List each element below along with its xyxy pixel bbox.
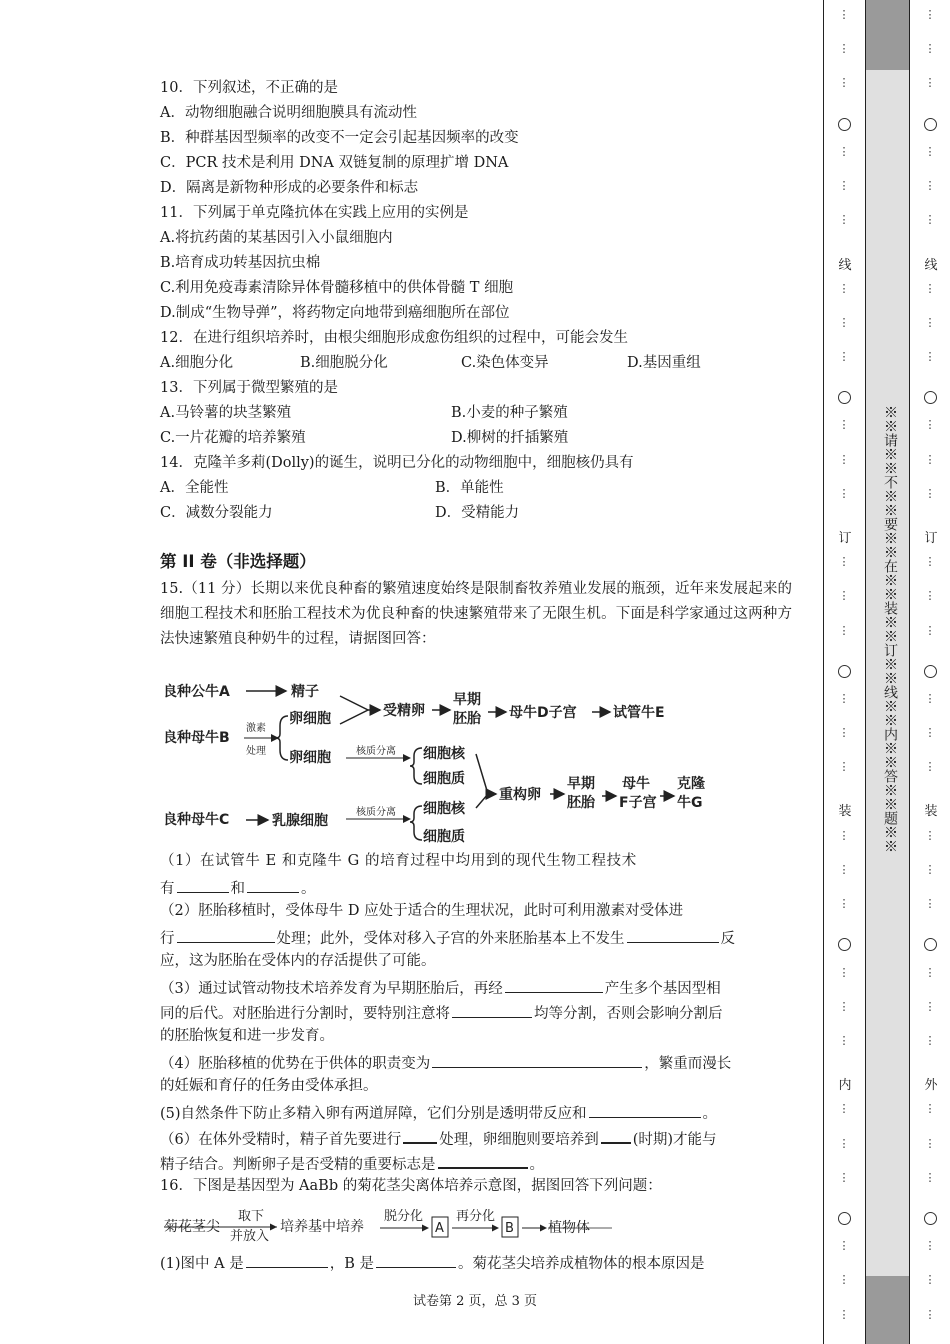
binding-dots: ⋮ — [838, 418, 850, 432]
binding-dots: ⋮ — [838, 213, 850, 227]
flow-dedifferentiation: 脱分化 — [384, 1209, 424, 1224]
binding-dots: ⋮ — [924, 1239, 936, 1253]
binding-dots: ⋮ — [924, 1102, 936, 1116]
diagram-hormone-2: 处理 — [246, 746, 266, 757]
diagram-nucleus-2: 细胞核 — [423, 801, 465, 817]
flow-box-b: B — [505, 1221, 514, 1236]
diagram-clone-g-1: 克隆 — [677, 776, 705, 792]
q15-part2-line1: （2）胚胎移植时，受体母牛 D 应处于适合的生理状况，此时可利用激素对受体进 — [160, 903, 684, 919]
q14-option-c: C．减数分裂能力 — [160, 505, 273, 521]
binding-circle-mark — [838, 391, 851, 404]
q15-answer-blank-1[interactable] — [177, 876, 229, 893]
binding-dots: ⋮ — [838, 965, 850, 979]
q10-option-c: C．PCR 技术是利用 DNA 双链复制的原理扩增 DNA — [160, 155, 509, 171]
diagram-fertilized-egg: 受精卵 — [383, 703, 425, 719]
diagram-hormone-1: 激素 — [246, 723, 266, 734]
binding-dots: ⋮ — [838, 486, 850, 500]
binding-dots: ⋮ — [838, 1034, 850, 1047]
binding-circle-mark — [838, 938, 851, 951]
binding-dots: ⋮ — [838, 828, 850, 842]
q12-option-c: C.染色体变异 — [461, 355, 549, 371]
q10-option-d: D．隔离是新物种形成的必要条件和标志 — [160, 180, 419, 196]
inner-line-label: 线 — [838, 258, 852, 273]
q15-answer-blank-11[interactable] — [438, 1151, 528, 1169]
diagram-separation-2: 核质分离 — [356, 807, 396, 818]
q15-part3-line3: 的胚胎恢复和进一步发育。 — [160, 1028, 334, 1044]
q14-option-a: A．全能性 — [160, 480, 229, 496]
binding-strip-top-shade — [865, 0, 909, 70]
flow-medium: 培养基中培养 — [280, 1219, 364, 1235]
inner-zhuang-label: 装 — [838, 804, 852, 819]
diagram-early-embryo-2b: 胚胎 — [567, 795, 595, 811]
binding-dots: ⋮ — [838, 692, 850, 705]
flow-step1-bottom: 并放入 — [230, 1229, 270, 1243]
q12-option-b: B.细胞脱分化 — [300, 355, 388, 371]
q15-part1-line2: 有 和 。 — [160, 876, 316, 899]
q10-option-b: B．种群基因型频率的改变不一定会引起基因频率的改变 — [160, 130, 519, 146]
q15-answer-blank-4[interactable] — [627, 926, 719, 943]
binding-dots: ⋮ — [924, 589, 936, 603]
q15-part3-line2: 同的后代。对胚胎进行分割时，要特别注意将 均等分割，否则会影响分割后 — [160, 1001, 723, 1024]
q15-answer-blank-5[interactable] — [505, 976, 603, 993]
binding-dots: ⋮ — [924, 144, 936, 158]
q15-part5-line: (5)自然条件下防止多精入卵有两道屏障，它们分别是透明带反应和 。 — [160, 1101, 717, 1124]
binding-dots: ⋮ — [838, 623, 850, 637]
binding-dots: ⋮ — [924, 418, 936, 432]
binding-dots: ⋮ — [838, 179, 850, 192]
binding-border-mid2 — [909, 0, 910, 1344]
q11-option-c: C.利用免疫毒素清除异体骨髓移植中的供体骨髓 T 细胞 — [160, 280, 514, 296]
diagram-cow-b: 良种母牛B — [163, 730, 230, 746]
diagram-sperm: 精子 — [291, 684, 319, 700]
binding-dots: ⋮ — [838, 8, 850, 21]
q16-part1-line: (1)图中 A 是 ，B 是 。菊花茎尖培养成植物体的根本原因是 — [160, 1251, 705, 1274]
binding-dots: ⋮ — [924, 76, 936, 90]
q16-answer-blank-1[interactable] — [246, 1251, 328, 1268]
diagram-nucleus-1: 细胞核 — [423, 746, 465, 762]
q13-option-d: D.柳树的扦插繁殖 — [451, 430, 569, 446]
q12-option-a: A.细胞分化 — [160, 355, 234, 371]
binding-circle-mark — [924, 938, 937, 951]
binding-dots: ⋮ — [838, 1170, 850, 1184]
binding-dots: ⋮ — [924, 863, 936, 876]
binding-warning-text: ※※请※※不※※要※※在※※装※※订※※线※※内※※答※※题※※ — [882, 405, 898, 853]
binding-dots: ⋮ — [924, 555, 936, 569]
binding-dots: ⋮ — [838, 863, 850, 876]
binding-dots: ⋮ — [924, 8, 936, 21]
binding-dots: ⋮ — [924, 623, 936, 637]
binding-dots: ⋮ — [924, 726, 936, 740]
outer-ding-label: 订 — [924, 531, 938, 546]
flow-step1-top: 取下 — [238, 1209, 265, 1224]
flow-box-a: A — [435, 1221, 444, 1236]
q14-option-b: B．单能性 — [435, 480, 504, 496]
q15-answer-blank-8[interactable] — [589, 1101, 701, 1118]
binding-dots: ⋮ — [838, 726, 850, 740]
q15-answer-blank-10[interactable] — [601, 1126, 631, 1144]
q15-part4-line2: 的妊娠和育仔的任务由受体承担。 — [160, 1078, 378, 1094]
q16-answer-blank-2[interactable] — [376, 1251, 456, 1268]
diagram-early-embryo-2a: 早期 — [567, 776, 595, 792]
binding-circle-mark — [838, 118, 851, 131]
outer-line-label: 线 — [924, 258, 938, 273]
q12-option-d: D.基因重组 — [627, 355, 701, 371]
q16-stem: 16．下图是基因型为 AaBb 的菊花茎尖离体培养示意图，据图回答下列问题： — [160, 1178, 662, 1194]
binding-dots: ⋮ — [838, 897, 850, 911]
binding-dots: ⋮ — [924, 965, 936, 979]
binding-border-mid1 — [865, 0, 866, 1344]
inner-side-label: 内 — [838, 1078, 852, 1093]
flow-plant: 植物体 — [548, 1220, 590, 1236]
binding-dots: ⋮ — [924, 1170, 936, 1184]
section-title: 第 II 卷（非选择题） — [160, 552, 316, 571]
q11-option-d: D.制成“生物导弹”，将药物定向地带到癌细胞所在部位 — [160, 305, 510, 321]
binding-dots: ⋮ — [924, 486, 936, 500]
binding-dots: ⋮ — [838, 999, 850, 1013]
diagram-tube-calf-e: 试管牛E — [613, 705, 665, 721]
culture-flow-diagram — [162, 1209, 622, 1243]
binding-dots: ⋮ — [838, 350, 850, 363]
binding-dots: ⋮ — [838, 452, 850, 466]
binding-dots: ⋮ — [924, 1136, 936, 1150]
binding-dots: ⋮ — [838, 76, 850, 90]
diagram-egg-1: 卵细胞 — [289, 711, 331, 727]
binding-dots: ⋮ — [838, 1102, 850, 1116]
q15-intro: 15.（11 分）长期以来优良种畜的繁殖速度始终是限制畜牧养殖业发展的瓶颈，近年来发展起来的细胞工程技术和胚胎工程技术为优良种畜的快速繁殖带来了无限生机。下面是科学家通过这两种方法快速繁殖良种奶牛的过程，请据图回答： — [160, 581, 792, 647]
outer-zhuang-label: 装 — [924, 804, 938, 819]
binding-dots: ⋮ — [838, 1273, 850, 1287]
diagram-reconstructed-egg: 重构卵 — [499, 787, 541, 803]
binding-dots: ⋮ — [924, 1273, 936, 1287]
q12-stem: 12．在进行组织培养时，由根尖细胞形成愈伤组织的过程中，可能会发生 — [160, 330, 628, 346]
q15-answer-blank-6[interactable] — [452, 1001, 532, 1018]
binding-dots: ⋮ — [924, 350, 936, 363]
binding-dots: ⋮ — [924, 999, 936, 1013]
binding-dots: ⋮ — [838, 1136, 850, 1150]
q15-part4-line1: （4）胚胎移植的优势在于供体的职责变为 ，繁重而漫长 — [160, 1051, 731, 1074]
binding-strip-bottom-shade — [865, 1276, 909, 1344]
q15-part1-line1: （1）在试管牛 E 和克隆牛 G 的培育过程中均用到的现代生物工程技术 — [160, 853, 637, 869]
binding-dots: ⋮ — [924, 42, 936, 56]
q11-stem: 11．下列属于单克隆抗体在实践上应用的实例是 — [160, 205, 469, 221]
q15-answer-blank-7[interactable] — [432, 1051, 642, 1068]
binding-dots: ⋮ — [838, 555, 850, 569]
diagram-separation-1: 核质分离 — [356, 746, 396, 757]
binding-circle-mark — [838, 1212, 851, 1225]
binding-circle-mark — [924, 665, 937, 678]
binding-dots: ⋮ — [838, 760, 850, 774]
binding-dots: ⋮ — [924, 1034, 936, 1047]
binding-dots: ⋮ — [924, 452, 936, 466]
inner-ding-label: 订 — [838, 531, 852, 546]
binding-dots: ⋮ — [924, 179, 936, 192]
q14-stem: 14．克隆羊多莉(Dolly)的诞生，说明已分化的动物细胞中，细胞核仍具有 — [160, 455, 634, 471]
diagram-cow-c: 良种母牛C — [163, 812, 230, 828]
binding-circle-mark — [838, 665, 851, 678]
outer-side-label: 外 — [924, 1078, 938, 1093]
breeding-diagram — [160, 676, 720, 846]
binding-circle-mark — [924, 391, 937, 404]
diagram-mammary-cell: 乳腺细胞 — [272, 813, 328, 829]
flow-start: 菊花茎尖 — [164, 1219, 220, 1235]
diagram-cow-f-1: 母牛 — [622, 776, 650, 792]
diagram-cytoplasm-2: 细胞质 — [423, 829, 465, 845]
binding-dots: ⋮ — [924, 692, 936, 705]
diagram-early-embryo-1b: 胚胎 — [453, 711, 481, 727]
q10-stem: 10．下列叙述，不正确的是 — [160, 80, 338, 96]
binding-dots: ⋮ — [924, 281, 936, 295]
q10-option-a: A．动物细胞融合说明细胞膜具有流动性 — [160, 105, 417, 121]
diagram-egg-2: 卵细胞 — [289, 750, 331, 766]
q13-option-c: C.一片花瓣的培养繁殖 — [160, 430, 306, 446]
binding-dots: ⋮ — [924, 828, 936, 842]
q15-part6-line2: 精子结合。判断卵子是否受精的重要标志是 。 — [160, 1151, 544, 1175]
binding-dots: ⋮ — [838, 1307, 850, 1321]
q14-option-d: D．受精能力 — [435, 505, 520, 521]
binding-dots: ⋮ — [924, 213, 936, 227]
q11-option-b: B.培育成功转基因抗虫棉 — [160, 255, 321, 271]
q13-stem: 13．下列属于微型繁殖的是 — [160, 380, 338, 396]
binding-circle-mark — [924, 1212, 937, 1225]
diagram-cow-f-2: F子宫 — [619, 795, 657, 811]
q15-part2-line2: 行 处理；此外，受体对移入子宫的外来胚胎基本上不发生 反 — [160, 926, 735, 949]
binding-dots: ⋮ — [924, 897, 936, 911]
q15-part2-line3: 应，这为胚胎在受体内的存活提供了可能。 — [160, 953, 436, 969]
page-footer: 试卷第 2 页，总 3 页 — [412, 1294, 538, 1309]
q15-answer-blank-9[interactable] — [403, 1126, 437, 1144]
q15-answer-blank-3[interactable] — [177, 926, 275, 943]
binding-circle-mark — [924, 118, 937, 131]
binding-dots: ⋮ — [838, 315, 850, 329]
flow-redifferentiation: 再分化 — [456, 1209, 496, 1224]
binding-dots: ⋮ — [924, 760, 936, 774]
q13-option-b: B.小麦的种子繁殖 — [451, 405, 568, 421]
binding-border-left — [823, 0, 824, 1344]
q15-part3-line1: （3）通过试管动物技术培养发育为早期胚胎后，再经 产生多个基因型相 — [160, 976, 721, 999]
binding-dots: ⋮ — [838, 144, 850, 158]
diagram-bull-a: 良种公牛A — [163, 684, 230, 700]
q11-option-a: A.将抗药菌的某基因引入小鼠细胞内 — [160, 230, 393, 246]
binding-dots: ⋮ — [924, 315, 936, 329]
binding-dots: ⋮ — [838, 1239, 850, 1253]
q15-answer-blank-2[interactable] — [247, 876, 299, 893]
binding-dots: ⋮ — [838, 589, 850, 603]
binding-dots: ⋮ — [838, 281, 850, 295]
diagram-cow-d: 母牛D子宫 — [509, 705, 577, 721]
diagram-cytoplasm-1: 细胞质 — [423, 771, 465, 787]
binding-dots: ⋮ — [924, 1307, 936, 1321]
binding-dots: ⋮ — [838, 42, 850, 56]
q15-part6-line1: （6）在体外受精时，精子首先要进行 处理，卵细胞则要培养到 (时期)才能与 — [160, 1126, 717, 1150]
q13-option-a: A.马铃薯的块茎繁殖 — [160, 405, 292, 421]
diagram-clone-g-2: 牛G — [677, 795, 703, 811]
diagram-early-embryo-1a: 早期 — [453, 692, 481, 708]
